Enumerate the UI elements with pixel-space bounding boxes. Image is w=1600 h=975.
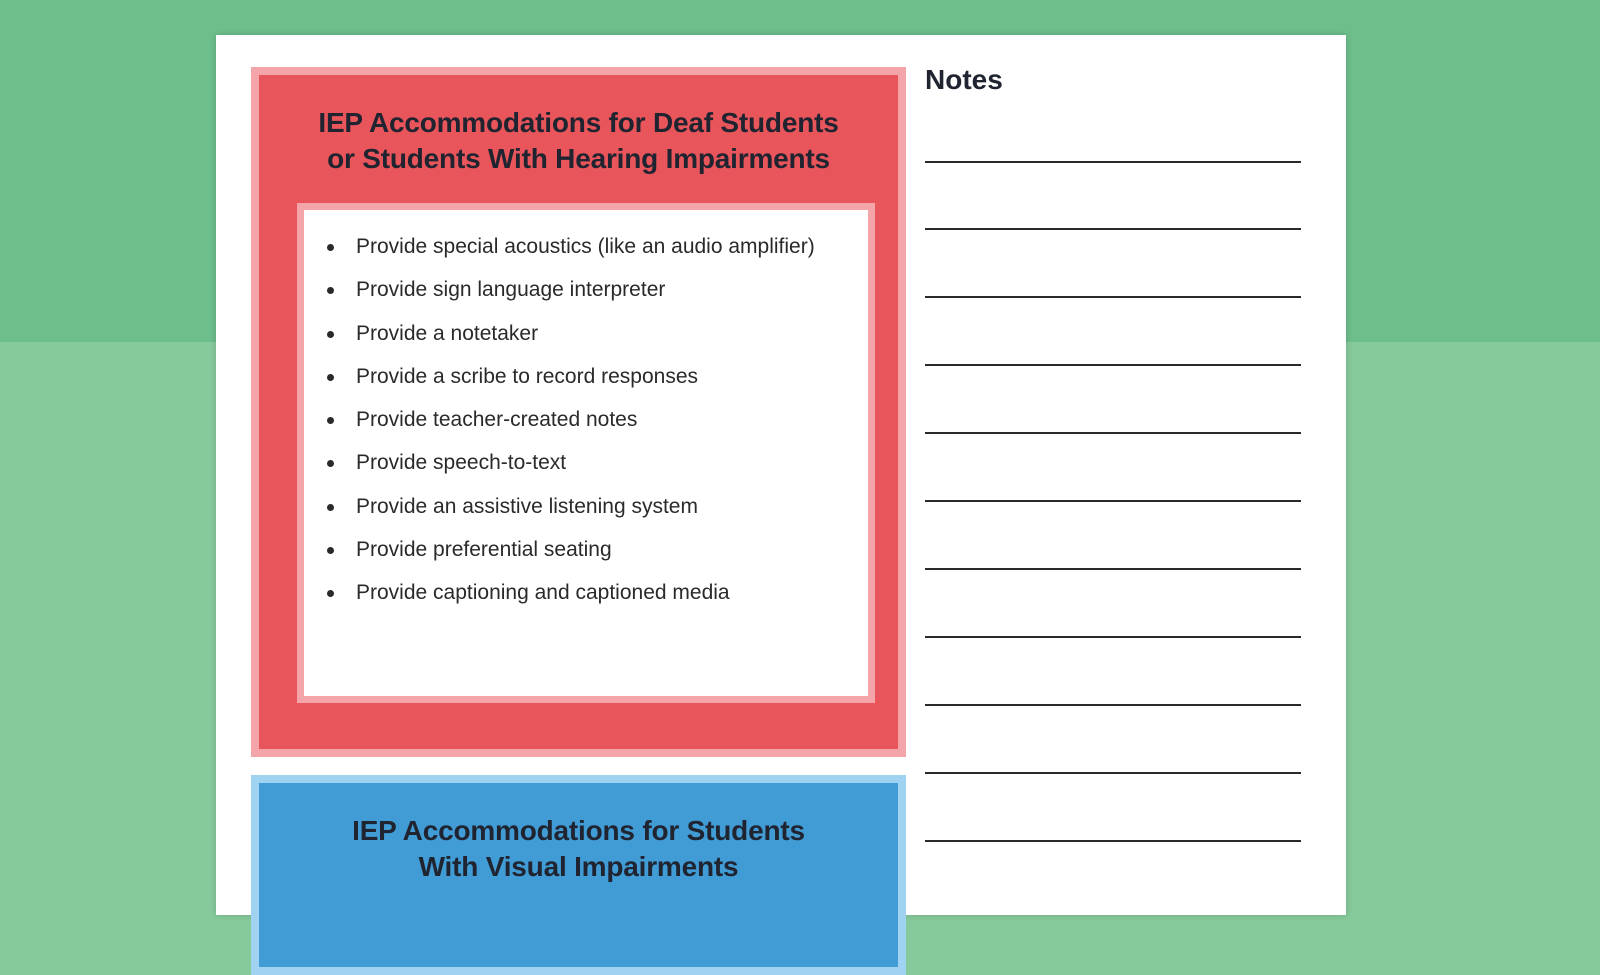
list-item-text: Provide preferential seating: [356, 538, 612, 562]
note-line: [925, 772, 1301, 774]
bullet-icon: [327, 374, 334, 381]
list-item: [324, 362, 815, 405]
note-line: [925, 228, 1301, 230]
note-line: [925, 364, 1301, 366]
list-item-text: Provide a scribe to record responses: [356, 364, 698, 388]
note-line: [925, 568, 1301, 570]
bullet-icon: [327, 417, 334, 424]
visual-card-title-line1: IEP Accommodations for Students: [352, 815, 805, 846]
visual-card-title: [259, 813, 898, 885]
note-line: [925, 161, 1301, 163]
list-item-text: Provide an assistive listening system: [356, 494, 698, 518]
note-line: [925, 432, 1301, 434]
list-item-text: Provide a notetaker: [356, 321, 539, 345]
bullet-icon: [327, 244, 334, 251]
list-item-text: Provide special acoustics (like an audio amplifier): [356, 235, 815, 258]
list-item: [324, 448, 815, 491]
note-line: [925, 296, 1301, 298]
visual-card-title-line2: With Visual Impairments: [418, 851, 739, 882]
note-line: [925, 500, 1301, 502]
hearing-accommodations-card: [251, 67, 906, 757]
list-item: [324, 492, 815, 535]
list-item: [324, 535, 815, 578]
visual-accommodations-card: [251, 775, 906, 975]
hearing-card-body: [259, 75, 898, 749]
hearing-accommodations-list: [324, 232, 815, 622]
list-item: [324, 319, 815, 362]
list-item: [324, 232, 815, 275]
bullet-icon: [327, 504, 334, 511]
list-item-text: Provide sign language interpreter: [356, 278, 666, 302]
list-item-text: Provide speech-to-text: [356, 451, 567, 475]
worksheet-page: [216, 35, 1346, 915]
visual-card-body: [259, 783, 898, 967]
list-item-text: Provide teacher-created notes: [356, 408, 638, 432]
bullet-icon: [327, 287, 334, 294]
hearing-list-panel: [297, 203, 875, 703]
hearing-card-title-line1: IEP Accommodations for Deaf Students: [318, 107, 839, 138]
note-line: [925, 704, 1301, 706]
list-item: [324, 578, 815, 621]
bullet-icon: [327, 590, 334, 597]
list-item: [324, 275, 815, 318]
list-item: [324, 405, 815, 448]
bullet-icon: [327, 547, 334, 554]
hearing-list-panel-inner: [304, 210, 868, 696]
bullet-icon: [327, 331, 334, 338]
note-line: [925, 636, 1301, 638]
bullet-icon: [327, 460, 334, 467]
list-item-text: Provide captioning and captioned media: [356, 581, 730, 605]
hearing-card-title-line2: or Students With Hearing Impairments: [327, 143, 830, 174]
notes-title: Notes: [925, 64, 1003, 95]
note-line: [925, 840, 1301, 842]
hearing-card-title: [259, 105, 898, 177]
